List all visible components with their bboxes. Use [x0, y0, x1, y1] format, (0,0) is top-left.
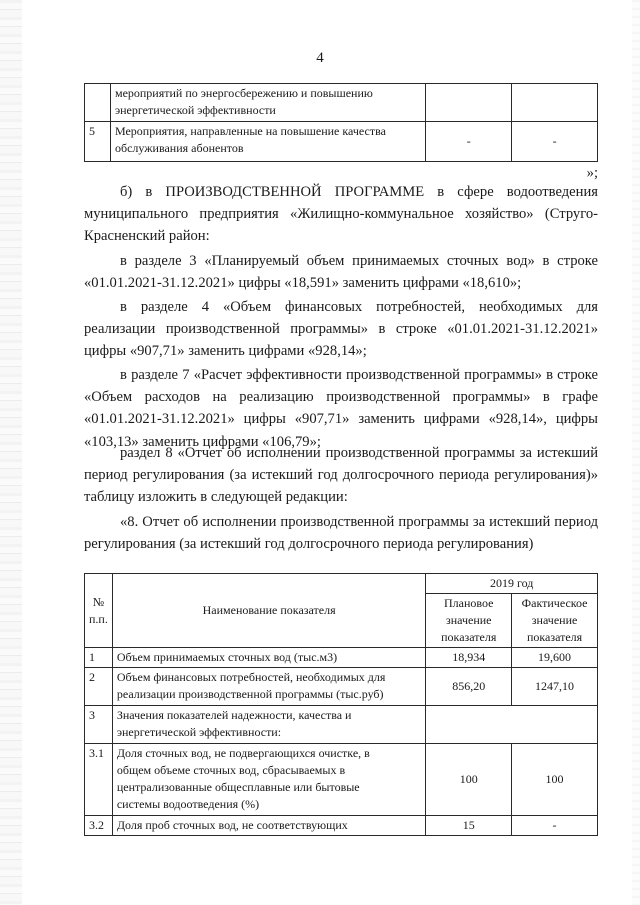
row-plan — [426, 84, 512, 122]
row-merged-values — [426, 706, 598, 744]
header-fact — [512, 594, 598, 648]
header-year: 2019 год — [426, 574, 598, 594]
row-fact: - — [512, 122, 598, 162]
header-num-line: п.п. — [89, 611, 108, 626]
row-plan: 100 — [426, 744, 512, 816]
row-plan: - — [426, 122, 512, 162]
row-num: 3.1 — [85, 744, 113, 816]
text-line: реализации производственной программы (тыс.руб) — [116, 687, 384, 701]
row-num: 5 — [85, 122, 111, 162]
scan-edge-left — [0, 0, 22, 905]
text-line: Объем принимаемых сточных вод (тыс.м3) — [116, 650, 338, 664]
text-line: обслуживания абонентов — [114, 141, 244, 155]
header-num — [85, 574, 113, 648]
closing-quote: »; — [586, 165, 598, 181]
header-plan-line: Плановое — [444, 596, 494, 610]
report-table — [84, 573, 598, 836]
text-line: централизованные общесплавные или бытовые — [116, 780, 360, 794]
header-fact-line: значение — [531, 613, 578, 627]
paragraph-section-7: в разделе 7 «Расчет эффективности производственной программы» в строке «Объем расходов на реализацию производственной программы» в графе «01.01.2021-31.12.2021» цифры «907,71» заменить цифрами «928,14», цифры «103,13» заменить цифрами «106,79»; — [84, 367, 598, 450]
row-fact — [512, 84, 598, 122]
row-plan: 856,20 — [426, 668, 512, 706]
table-header-row — [85, 574, 598, 594]
row-num: 1 — [85, 648, 113, 668]
row-fact: 19,600 — [512, 648, 598, 668]
header-plan — [426, 594, 512, 648]
scan-edge-right — [632, 0, 640, 905]
text-line: Мероприятия, направленные на повышение качества — [114, 124, 386, 138]
text-line: Объем финансовых потребностей, необходимых для — [116, 670, 386, 684]
table-row — [85, 668, 598, 706]
text-line: Доля сточных вод, не подвергающихся очистке, в — [116, 746, 370, 760]
paragraph-heading-8: «8. Отчет об исполнении производственной программы за истекший период регулирования (за истекший год долгосрочного периода регулирования) — [84, 514, 598, 553]
table-row — [85, 84, 598, 122]
paragraph-section-4: в разделе 4 «Объем финансовых потребностей, необходимых для реализации производственной программы» в строке «01.01.2021-31.12.2021» цифры «907,71» заменить цифрами «928,14»; — [84, 299, 598, 360]
row-text — [112, 744, 426, 816]
table-row — [85, 122, 598, 162]
text-line: системы водоотведения (%) — [116, 797, 260, 811]
top-table — [84, 83, 598, 162]
text-line: энергетической эффективности: — [116, 725, 282, 739]
text-line: энергетической эффективности — [114, 103, 276, 117]
row-num — [85, 84, 111, 122]
row-fact: - — [512, 816, 598, 836]
text-line: общем объеме сточных вод, сбрасываемых в — [116, 763, 346, 777]
row-plan: 15 — [426, 816, 512, 836]
row-text — [110, 84, 425, 122]
row-text — [112, 668, 426, 706]
text-line: Доля проб сточных вод, не соответствующих — [116, 818, 348, 832]
row-num: 3.2 — [85, 816, 113, 836]
row-num: 3 — [85, 706, 113, 744]
row-num: 2 — [85, 668, 113, 706]
row-fact: 100 — [512, 744, 598, 816]
row-text — [112, 648, 426, 668]
row-plan: 18,934 — [426, 648, 512, 668]
table-row — [85, 816, 598, 836]
table-row — [85, 706, 598, 744]
table-row — [85, 648, 598, 668]
page-number: 4 — [316, 50, 324, 66]
paragraph-section-3: в разделе 3 «Планируемый объем принимаемых сточных вод» в строке «01.01.2021-31.12.2021» цифры «18,591» заменить цифрами «18,610»; — [84, 253, 598, 292]
row-text — [110, 122, 425, 162]
row-text — [112, 816, 426, 836]
header-name: Наименование показателя — [112, 574, 426, 648]
header-num-line: № — [92, 594, 105, 609]
header-plan-line: показателя — [441, 630, 497, 644]
row-fact: 1247,10 — [512, 668, 598, 706]
header-plan-line: значение — [445, 613, 492, 627]
row-text — [112, 706, 426, 744]
paragraph-section-8: раздел 8 «Отчет об исполнении производственной программы за истекший период регулирования (за истекший год долгосрочного периода регулирования)» таблицу изложить в следующей редакции: — [84, 445, 598, 506]
header-fact-line: показателя — [526, 630, 583, 644]
table-row — [85, 744, 598, 816]
text-line: Значения показателей надежности, качества и — [116, 708, 352, 722]
paragraph-b: б) в ПРОИЗВОДСТВЕННОЙ ПРОГРАММЕ в сфере водоотведения муниципального предприятия «Жилищно-коммунальное хозяйство» (Струго-Красненский район: — [84, 184, 598, 245]
header-fact-line: Фактическое — [521, 596, 588, 610]
text-line: мероприятий по энергосбережению и повышению — [114, 86, 373, 100]
